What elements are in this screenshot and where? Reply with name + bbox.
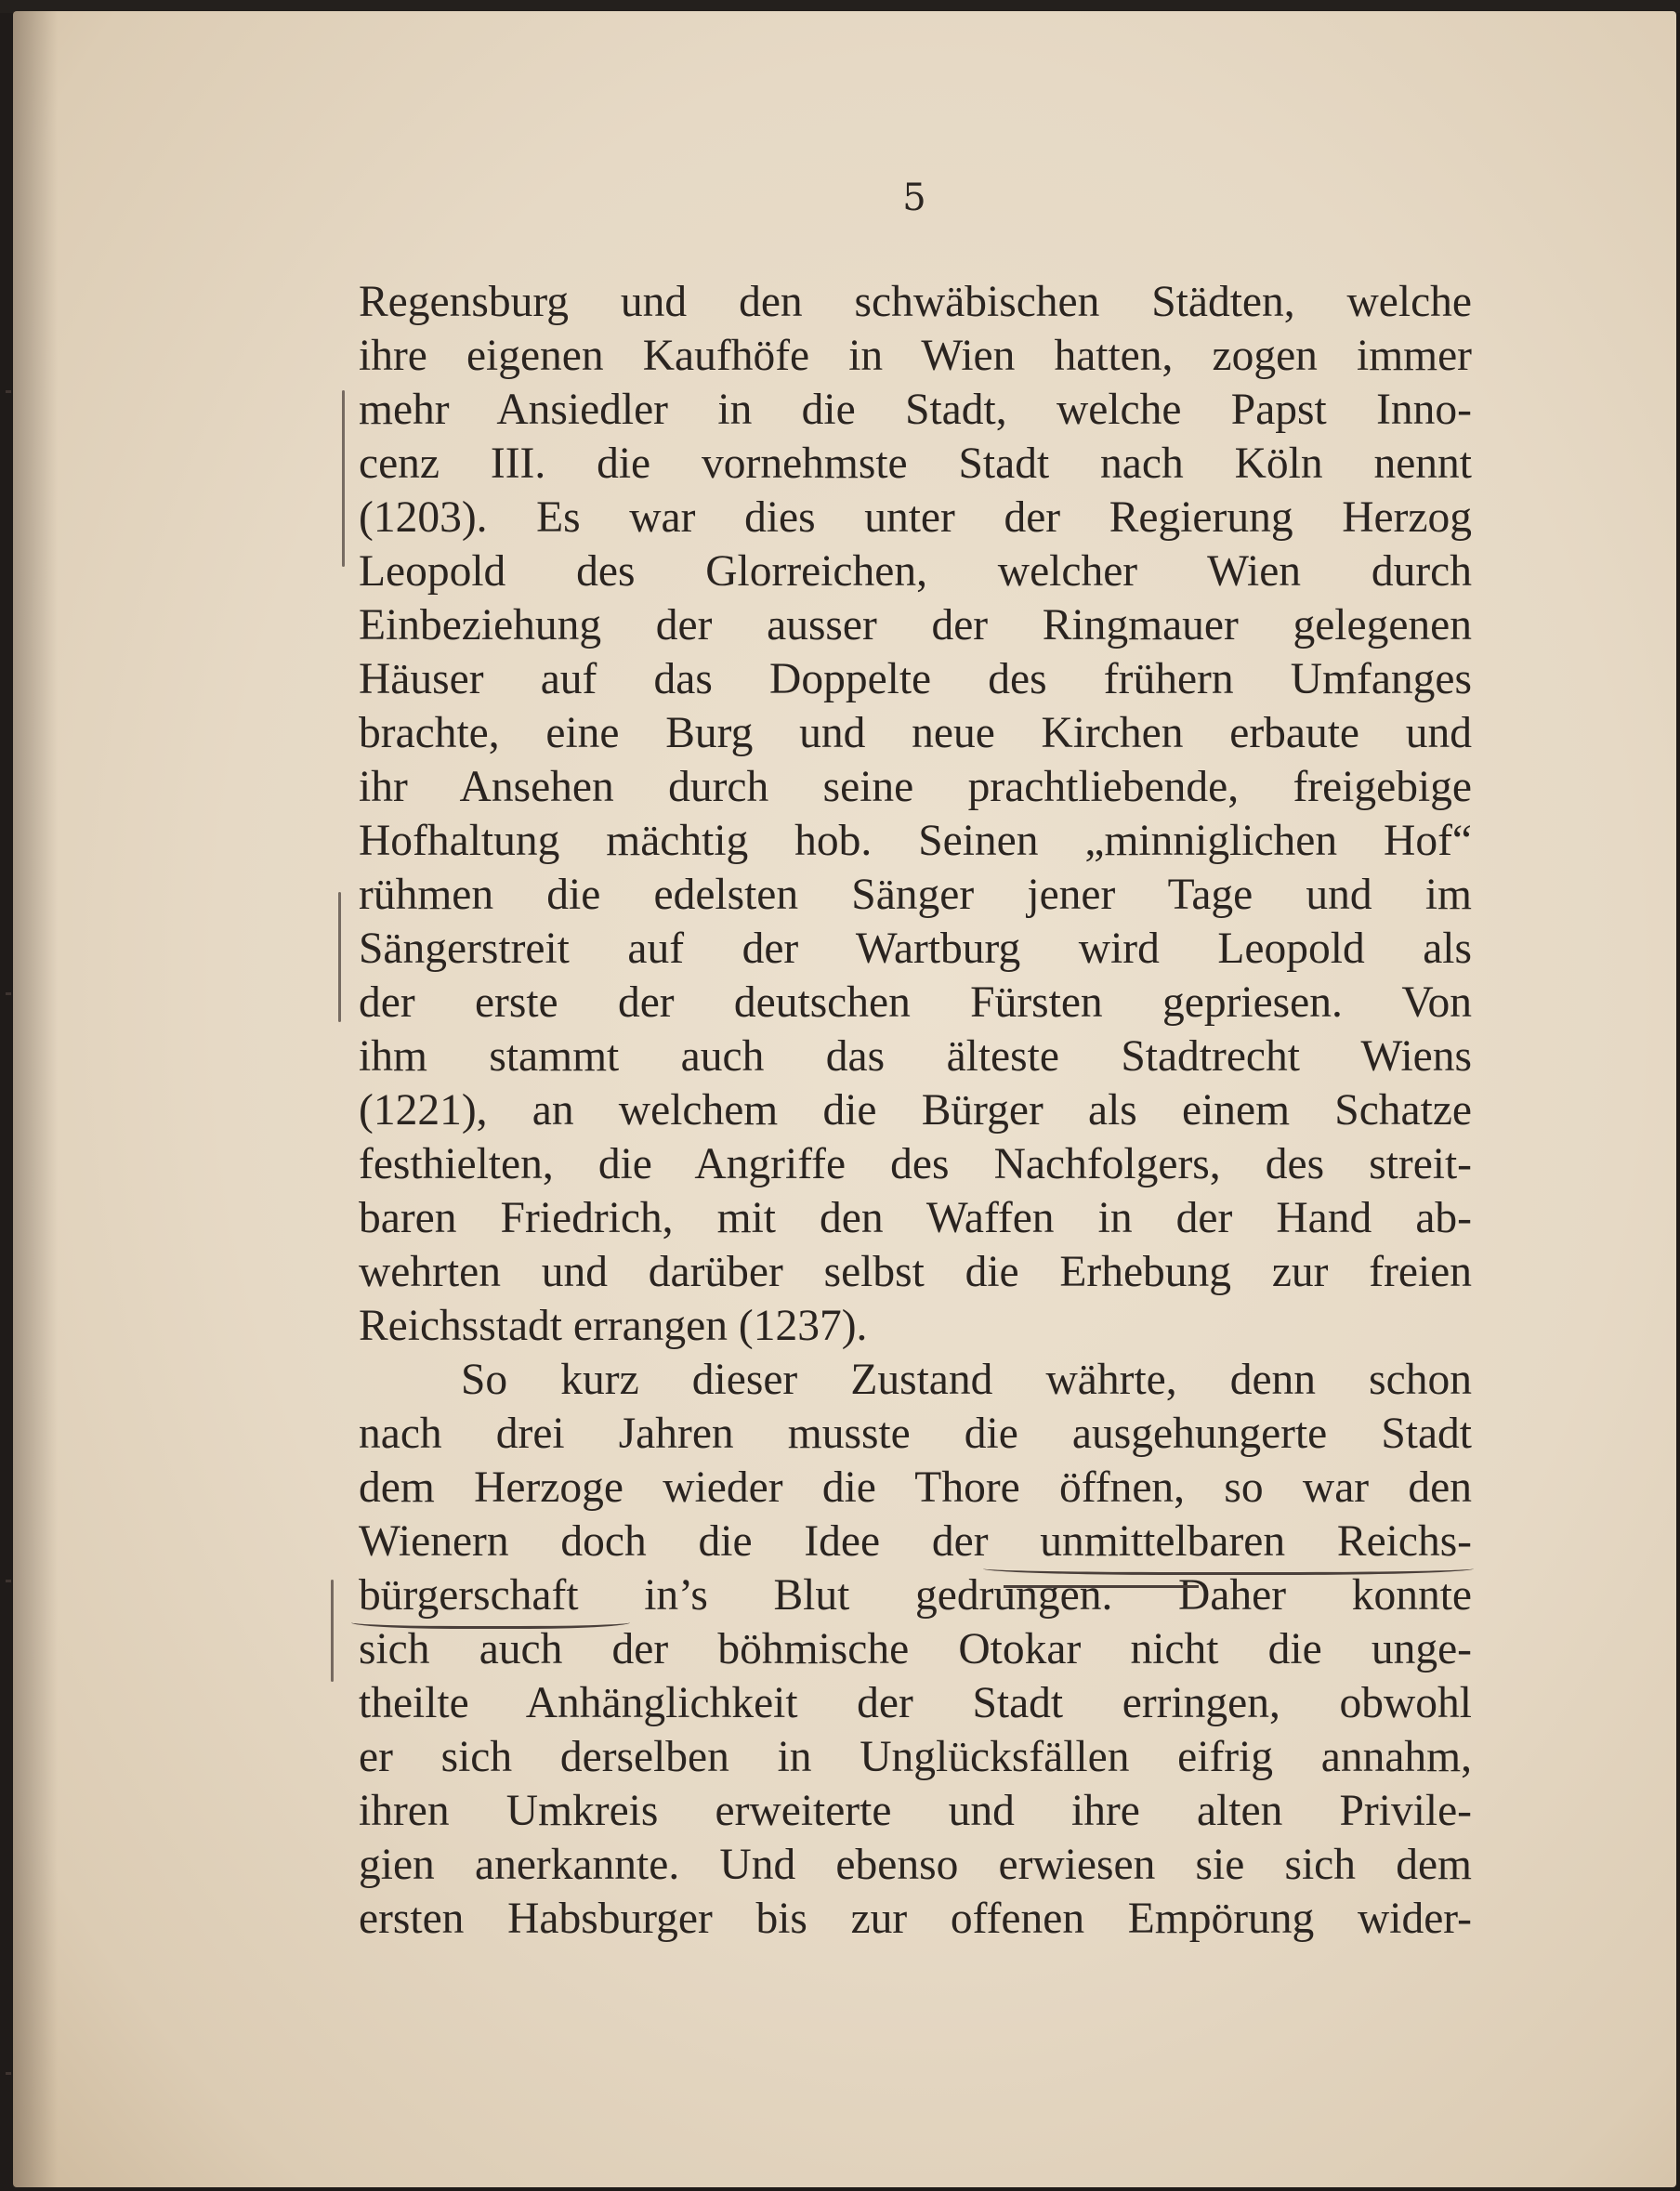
pencil-underline [351,1613,630,1629]
gutter-shadow [13,11,58,2187]
text-line: baren Friedrich, mit den Waffen in der Hand ab- [359,1194,1472,1242]
text-line: So kurz dieser Zustand währte, denn schon [461,1356,1472,1404]
text-line: Häuser auf das Doppelte des frühern Umfanges [359,655,1472,703]
text-line: Reichsstadt errangen (1237). [359,1302,868,1350]
text-line: Hofhaltung mächtig hob. Seinen „minniglichen Hof“ [359,817,1472,865]
body-text [359,275,1472,1946]
pencil-underline [1004,1585,1199,1597]
text-line: sich auch der böhmische Otokar nicht die unge- [359,1625,1472,1673]
text-line: theilte Anhänglichkeit der Stadt erringen, obwohl [359,1679,1472,1727]
text-line: festhielten, die Angriffe des Nachfolgers, des streit- [359,1140,1472,1188]
margin-mark [338,892,341,1022]
binding-tick [6,2072,11,2075]
text-line: er sich derselben in Unglücksfällen eifrig annahm, [359,1733,1472,1781]
page-number: 5 [902,177,926,219]
text-line: Wienern doch die Idee der unmittelbaren Reichs- [359,1517,1472,1566]
text-line: ihm stammt auch das älteste Stadtrecht Wiens [359,1032,1472,1081]
binding-tick [6,390,11,393]
text-line: ihre eigenen Kaufhöfe in Wien hatten, zogen immer [359,332,1472,380]
text-line: Regensburg und den schwäbischen Städten, welche [359,278,1472,326]
text-line: ersten Habsburger bis zur offenen Empörung wider- [359,1895,1472,1943]
text-line: brachte, eine Burg und neue Kirchen erbaute und [359,709,1472,757]
text-line: Sängerstreit auf der Wartburg wird Leopold als [359,925,1472,973]
text-line: ihren Umkreis erweiterte und ihre alten Privile- [359,1787,1472,1835]
text-line: cenz III. die vornehmste Stadt nach Köln nennt [359,440,1472,488]
text-line: (1221), an welchem die Bürger als einem Schatze [359,1086,1472,1135]
margin-mark [331,1580,334,1682]
text-line: nach drei Jahren musste die ausgehungerte Stadt [359,1410,1472,1458]
binding-tick [6,1580,11,1582]
text-line: mehr Ansiedler in die Stadt, welche Papst Inno- [359,386,1472,434]
margin-mark [342,390,345,567]
text-line: wehrten und darüber selbst die Erhebung zur freien [359,1248,1472,1296]
binding-tick [6,992,11,995]
text-line: der erste der deutschen Fürsten gepriesen. Von [359,978,1472,1027]
text-line: gien anerkannte. Und ebenso erwiesen sie sich dem [359,1841,1472,1889]
pencil-underline [983,1559,1474,1575]
text-line: dem Herzoge wieder die Thore öffnen, so war den [359,1463,1472,1512]
text-line: bürgerschaft in’s Blut gedrungen. Daher konnte [359,1571,1472,1620]
text-line: (1203). Es war dies unter der Regierung Herzog [359,493,1472,542]
text-line: ihr Ansehen durch seine prachtliebende, freigebige [359,763,1472,811]
text-line: Leopold des Glorreichen, welcher Wien durch [359,547,1472,596]
text-line: Einbeziehung der ausser der Ringmauer gelegenen [359,601,1472,649]
text-line: rühmen die edelsten Sänger jener Tage und im [359,871,1472,919]
